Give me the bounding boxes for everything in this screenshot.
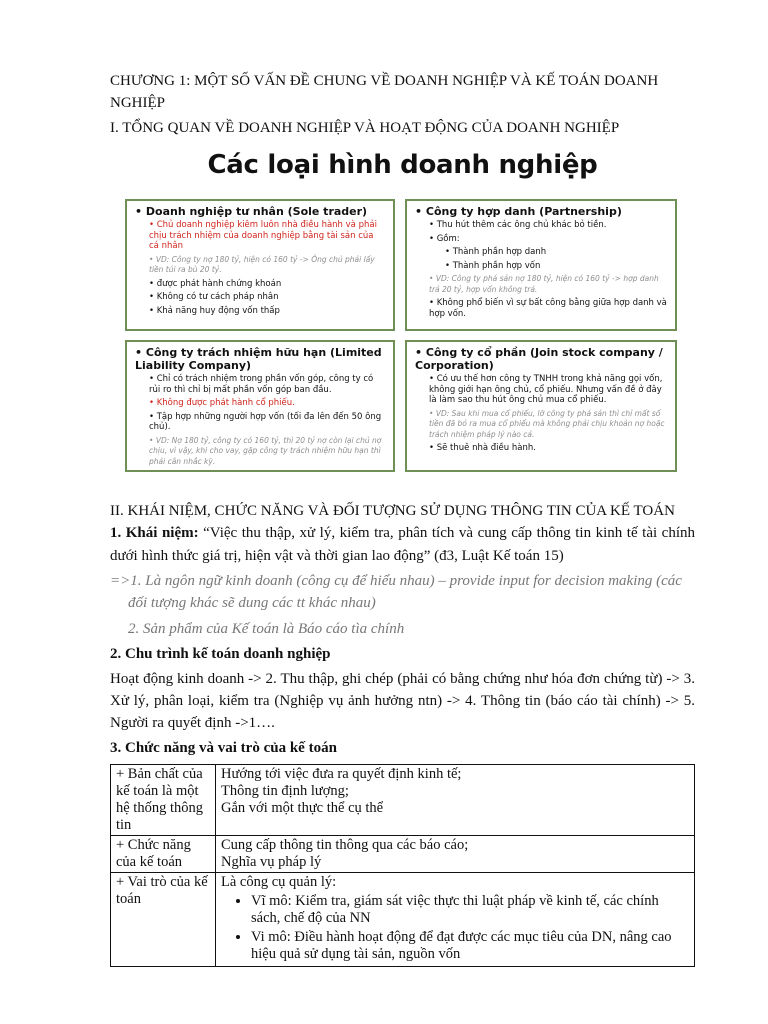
cell-line: Gắn với một thực thể cụ thể bbox=[221, 800, 384, 816]
box-item: • Thu hút thêm các ông chủ khác bỏ tiền. bbox=[429, 220, 607, 230]
table-cell-content bbox=[216, 873, 695, 967]
box-item: • Không có tư cách pháp nhân bbox=[149, 292, 279, 302]
functions-heading: 3. Chức năng và vai trò của kế toán bbox=[110, 740, 337, 756]
box-item: • Không được phát hành cổ phiếu. bbox=[149, 398, 295, 408]
concept-paragraph bbox=[110, 522, 695, 568]
box-item: • Thành phần hợp vốn bbox=[445, 260, 541, 271]
box-item: • Có ưu thế hơn công ty TNHH trong khả năng gọi vốn, không giới hạn ông chủ, cổ phiếu. Nhưng vấn đề ở đây là làm sao thu hút ông chủ mua cổ phiếu. bbox=[429, 374, 663, 405]
table-cell-content bbox=[216, 836, 695, 873]
box-title: • Doanh nghiệp tư nhân (Sole trader) bbox=[135, 205, 368, 218]
slide-title: Các loại hình doanh nghiệp bbox=[207, 150, 598, 180]
concept-text: “Việc thu thập, xử lý, kiểm tra, phân tích và cung cấp thông tin kinh tế tài chính dưới hình thức giá trị, hiện vật và thời gian lao động” (đ3, Luật Kế toán 15) bbox=[110, 525, 695, 564]
table-row bbox=[111, 836, 695, 873]
note-1: =>1. Là ngôn ngữ kinh doanh (công cụ để hiểu nhau) – provide input for decision making (các đối tượng khác sẽ dung các tt khác nhau) bbox=[110, 573, 682, 611]
section1-heading: I. TỔNG QUAN VỀ DOANH NGHIỆP VÀ HOẠT ĐỘNG CỦA DOANH NGHIỆP bbox=[110, 120, 620, 136]
table-cell-content bbox=[216, 765, 695, 836]
chapter-heading: CHƯƠNG 1: MỘT SỐ VẤN ĐỀ CHUNG VỀ DOANH NGHIỆP VÀ KẾ TOÁN DOANH NGHIỆP bbox=[110, 73, 659, 111]
cell-bullet: • Vĩ mô: Kiểm tra, giám sát việc thực thi luật pháp về kinh tế, các chính sách, chế độ của NN bbox=[251, 893, 689, 927]
box-item: • VD: Nợ 180 tỷ, công ty có 160 tỷ, thì 20 tỷ nợ còn lại chủ nợ chịu, vì vậy, khi cho vay, gặp công ty trách nhiệm hữu hạn thì phải cân nhắc kỹ. bbox=[149, 435, 382, 466]
box-title: • Công ty trách nhiệm hữu hạn (Limited Liability Company) bbox=[135, 346, 382, 372]
box-item: • VD: Công ty nợ 180 tỷ, hiện có 160 tỷ -> Ông chủ phải lấy tiền túi ra bù 20 tỷ. bbox=[149, 254, 375, 274]
table-cell-label: + Vai trò của kế toán bbox=[111, 873, 216, 967]
box-item: • được phát hành chứng khoán bbox=[149, 278, 282, 289]
box-item: • Sẽ thuê nhà điều hành. bbox=[429, 443, 536, 453]
cell-line: Nghĩa vụ pháp lý bbox=[221, 854, 322, 870]
box-title: • Công ty hợp danh (Partnership) bbox=[415, 205, 622, 218]
cell-line: Là công cụ quản lý: bbox=[221, 874, 337, 890]
cell-line: Thông tin định lượng; bbox=[221, 783, 349, 799]
functions-table bbox=[110, 764, 695, 967]
cycle-text: Hoạt động kinh doanh -> 2. Thu thập, ghi chép (phải có bằng chứng như hóa đơn chứng từ) -> 3. Xử lý, phân loại, kiểm tra (Nghiệp vụ ảnh hưởng ntn) -> 4. Thông tin (báo cáo tài chính) -> 5. Người ra quyết định ->1…. bbox=[110, 671, 695, 731]
cell-line: Hướng tới việc đưa ra quyết định kinh tế; bbox=[221, 766, 462, 782]
box-item: • Chỉ có trách nhiệm trong phần vốn góp, công ty có rủi ro thì chỉ bị mất phần vốn góp ban đầu. bbox=[149, 374, 374, 395]
section2-heading: II. KHÁI NIỆM, CHỨC NĂNG VÀ ĐỐI TƯỢNG SỬ DỤNG THÔNG TIN CỦA KẾ TOÁN bbox=[110, 503, 675, 519]
box-title: • Công ty cổ phần (Join stock company / Corporation) bbox=[415, 346, 663, 372]
slide-box-sole-trader bbox=[125, 199, 395, 331]
cell-line: Cung cấp thông tin thông qua các báo cáo; bbox=[221, 837, 469, 853]
slide-box-partnership bbox=[405, 199, 677, 331]
cycle-heading: 2. Chu trình kế toán doanh nghiệp bbox=[110, 646, 331, 662]
box-item: • Không phổ biến vì sự bất công bằng giữa hợp danh và hợp vốn. bbox=[429, 298, 667, 319]
box-item: • Thành phần hợp danh bbox=[445, 247, 547, 257]
table-row bbox=[111, 765, 695, 836]
box-item: • VD: Công ty phá sản nợ 180 tỷ, hiện có 160 tỷ -> hợp danh trả 20 tỷ, hợp vốn không trả. bbox=[429, 274, 659, 294]
box-item: • Tập hợp những người hợp vốn (tối đa lên đến 50 ông chủ). bbox=[149, 411, 382, 432]
table-cell-label: + Chức năng của kế toán bbox=[111, 836, 216, 873]
slide-box-llc bbox=[125, 340, 395, 472]
concept-label: 1. Khái niệm: bbox=[110, 525, 199, 541]
table-cell-label: + Bản chất của kế toán là một hệ thống thông tin bbox=[111, 765, 216, 836]
slide-box-corporation bbox=[405, 340, 677, 472]
box-item: • Gồm: bbox=[429, 233, 460, 244]
box-item: • Chủ doanh nghiệp kiêm luôn nhà điều hành và phải chịu trách nhiệm của doanh nghiệp bằng tài sản của cá nhân bbox=[149, 220, 377, 251]
cell-bullet: • Vi mô: Điều hành hoạt động để đạt được các mục tiêu của DN, nâng cao hiệu quả sử dụng tài sản, nguồn vốn bbox=[251, 929, 689, 963]
box-item: • Khả năng huy động vốn thấp bbox=[149, 305, 280, 316]
box-item: • VD: Sau khi mua cổ phiếu, lỡ công ty phá sản thì chỉ mất số tiền đã bỏ ra mua cổ phiếu mà không phải chịu khoản nợ hoặc trách nhiệm pháp lý nào cả. bbox=[429, 408, 665, 439]
note-2: 2. Sản phẩm của Kế toán là Báo cáo tìa chính bbox=[128, 621, 405, 637]
table-row bbox=[111, 873, 695, 967]
